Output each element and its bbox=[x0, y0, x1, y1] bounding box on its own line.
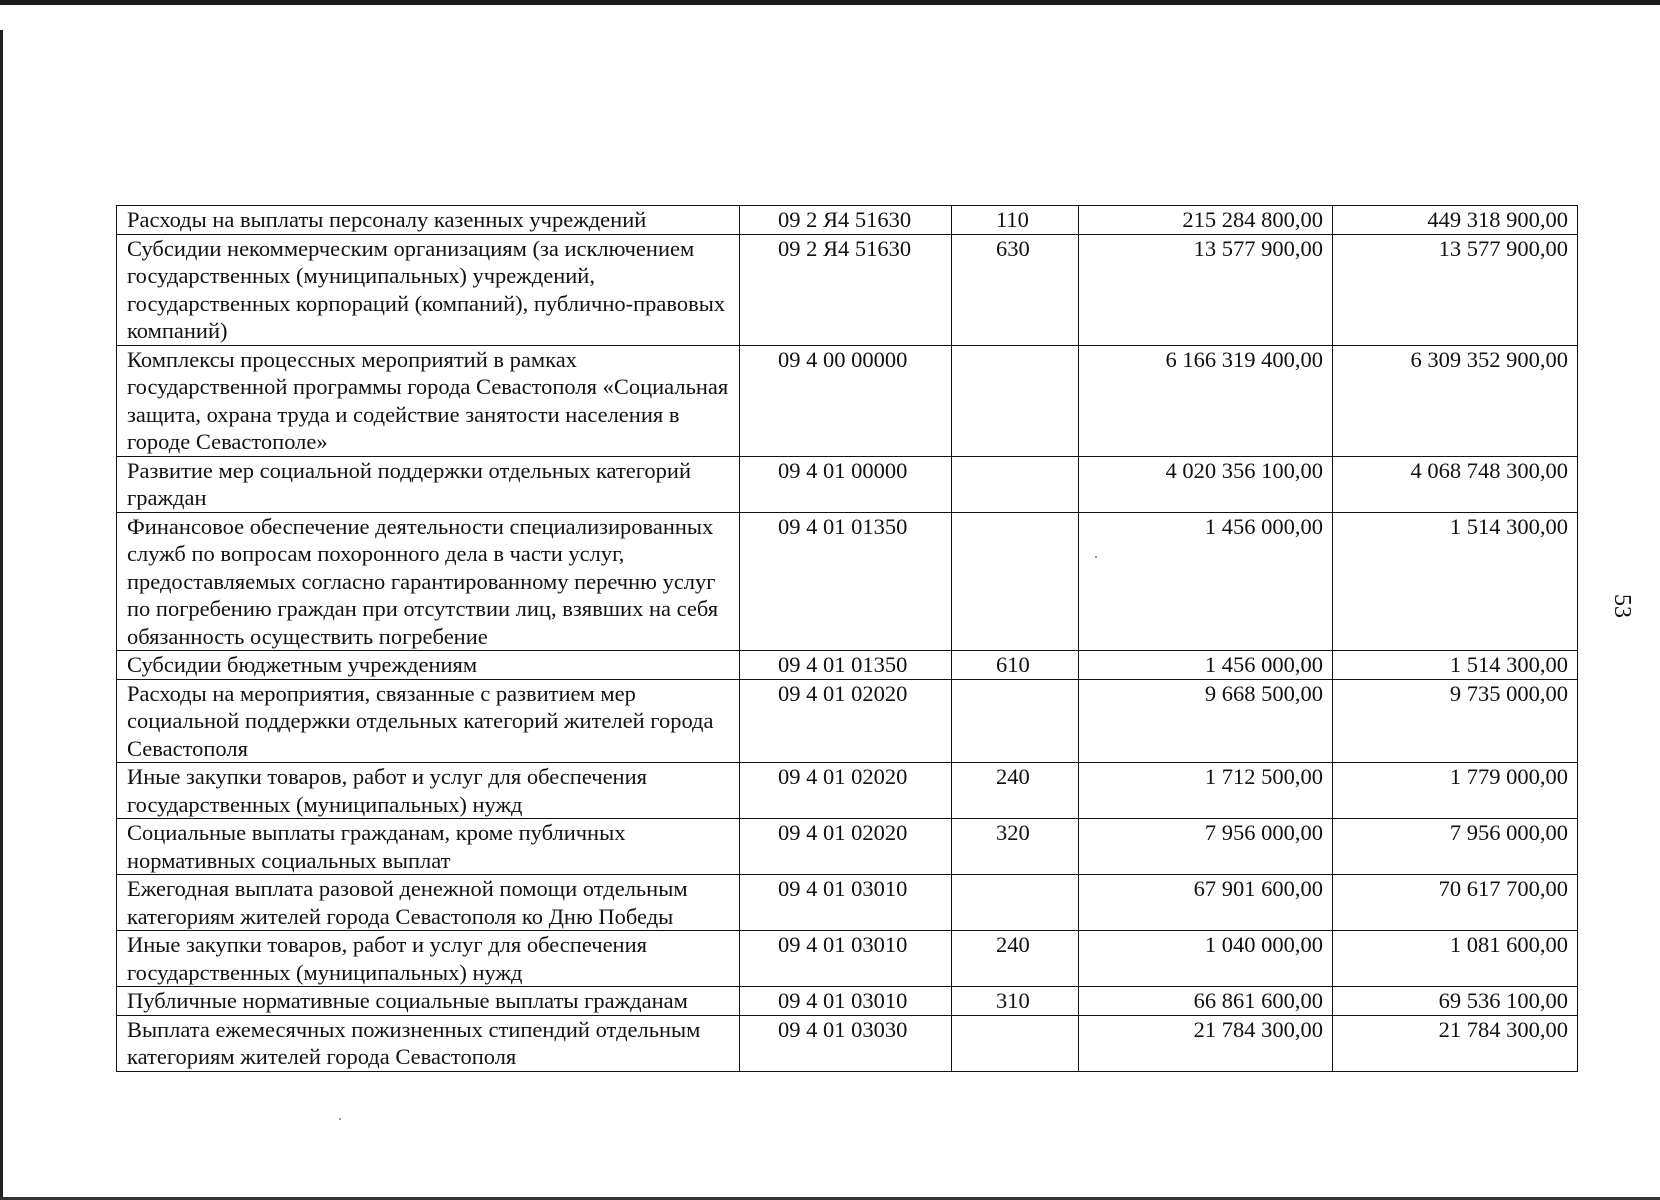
amount-year1-cell: 9 668 500,00 bbox=[1079, 679, 1333, 763]
amount-year1-cell: 7 956 000,00 bbox=[1079, 819, 1333, 875]
target-code-cell: 09 4 01 03010 bbox=[740, 987, 952, 1016]
expense-name-cell: Иные закупки товаров, работ и услуг для обеспечения государственных (муниципальных) нужд bbox=[117, 931, 740, 987]
amount-year1-cell: 1 456 000,00 bbox=[1079, 512, 1333, 651]
expense-type-cell: 320 bbox=[952, 819, 1079, 875]
amount-year1-cell: 66 861 600,00 bbox=[1079, 987, 1333, 1016]
expense-type-cell: 110 bbox=[952, 206, 1079, 235]
expense-type-cell: 240 bbox=[952, 931, 1079, 987]
amount-year2-cell: 4 068 748 300,00 bbox=[1333, 456, 1578, 512]
expense-name-cell: Публичные нормативные социальные выплаты гражданам bbox=[117, 987, 740, 1016]
expense-type-cell bbox=[952, 1015, 1079, 1071]
expense-name-cell: Финансовое обеспечение деятельности специализированных служб по вопросам похоронного дела в части услуг, предоставляемых согласно гарантированному перечню услуг по погребению граждан при отсутствии лиц, взявших на себя обязанность осуществить погребение bbox=[117, 512, 740, 651]
amount-year2-cell: 13 577 900,00 bbox=[1333, 234, 1578, 345]
target-code-cell: 09 4 01 00000 bbox=[740, 456, 952, 512]
amount-year2-cell: 1 081 600,00 bbox=[1333, 931, 1578, 987]
amount-year1-cell: 1 040 000,00 bbox=[1079, 931, 1333, 987]
amount-year2-cell: 9 735 000,00 bbox=[1333, 679, 1578, 763]
amount-year1-cell: 1 712 500,00 bbox=[1079, 763, 1333, 819]
table-row bbox=[117, 345, 1578, 456]
expense-type-cell bbox=[952, 512, 1079, 651]
target-code-cell: 09 4 01 03030 bbox=[740, 1015, 952, 1071]
table-row bbox=[117, 763, 1578, 819]
expense-type-cell: 240 bbox=[952, 763, 1079, 819]
amount-year2-cell: 1 514 300,00 bbox=[1333, 651, 1578, 680]
target-code-cell: 09 2 Я4 51630 bbox=[740, 234, 952, 345]
table-row bbox=[117, 679, 1578, 763]
amount-year1-cell: 6 166 319 400,00 bbox=[1079, 345, 1333, 456]
target-code-cell: 09 4 01 03010 bbox=[740, 875, 952, 931]
table-row bbox=[117, 819, 1578, 875]
table-row bbox=[117, 651, 1578, 680]
target-code-cell: 09 4 01 02020 bbox=[740, 763, 952, 819]
expense-name-cell: Расходы на выплаты персоналу казенных учреждений bbox=[117, 206, 740, 235]
amount-year1-cell: 1 456 000,00 bbox=[1079, 651, 1333, 680]
target-code-cell: 09 4 01 03010 bbox=[740, 931, 952, 987]
table-row bbox=[117, 1015, 1578, 1071]
expense-name-cell: Выплата ежемесячных пожизненных стипендий отдельным категориям жителей города Севастополя bbox=[117, 1015, 740, 1071]
amount-year2-cell: 1 779 000,00 bbox=[1333, 763, 1578, 819]
expense-type-cell bbox=[952, 456, 1079, 512]
table-row bbox=[117, 875, 1578, 931]
expense-name-cell: Развитие мер социальной поддержки отдельных категорий граждан bbox=[117, 456, 740, 512]
expense-type-cell bbox=[952, 875, 1079, 931]
expense-name-cell: Ежегодная выплата разовой денежной помощи отдельным категориям жителей города Севастополя ко Дню Победы bbox=[117, 875, 740, 931]
scan-edge-top bbox=[0, 0, 1660, 5]
scan-speck bbox=[339, 1118, 341, 1120]
amount-year1-cell: 4 020 356 100,00 bbox=[1079, 456, 1333, 512]
table-row bbox=[117, 512, 1578, 651]
table-row bbox=[117, 234, 1578, 345]
amount-year1-cell: 13 577 900,00 bbox=[1079, 234, 1333, 345]
page-number: 53 bbox=[1609, 594, 1635, 618]
amount-year2-cell: 7 956 000,00 bbox=[1333, 819, 1578, 875]
expense-name-cell: Социальные выплаты гражданам, кроме публичных нормативных социальных выплат bbox=[117, 819, 740, 875]
amount-year1-cell: 67 901 600,00 bbox=[1079, 875, 1333, 931]
budget-table bbox=[116, 205, 1578, 1072]
target-code-cell: 09 2 Я4 51630 bbox=[740, 206, 952, 235]
target-code-cell: 09 4 01 01350 bbox=[740, 651, 952, 680]
table-row bbox=[117, 456, 1578, 512]
table-row bbox=[117, 987, 1578, 1016]
amount-year2-cell: 6 309 352 900,00 bbox=[1333, 345, 1578, 456]
amount-year2-cell: 449 318 900,00 bbox=[1333, 206, 1578, 235]
target-code-cell: 09 4 01 01350 bbox=[740, 512, 952, 651]
amount-year1-cell: 215 284 800,00 bbox=[1079, 206, 1333, 235]
amount-year2-cell: 1 514 300,00 bbox=[1333, 512, 1578, 651]
expense-type-cell: 630 bbox=[952, 234, 1079, 345]
expense-name-cell: Комплексы процессных мероприятий в рамках государственной программы города Севастополя «Социальная защита, охрана труда и содействие занятости населения в городе Севастополе» bbox=[117, 345, 740, 456]
expense-type-cell bbox=[952, 345, 1079, 456]
expense-type-cell bbox=[952, 679, 1079, 763]
amount-year2-cell: 70 617 700,00 bbox=[1333, 875, 1578, 931]
amount-year2-cell: 69 536 100,00 bbox=[1333, 987, 1578, 1016]
scan-edge-left bbox=[0, 30, 3, 1200]
expense-name-cell: Иные закупки товаров, работ и услуг для обеспечения государственных (муниципальных) нужд bbox=[117, 763, 740, 819]
expense-type-cell: 610 bbox=[952, 651, 1079, 680]
target-code-cell: 09 4 01 02020 bbox=[740, 819, 952, 875]
table-row bbox=[117, 206, 1578, 235]
table-row bbox=[117, 931, 1578, 987]
amount-year1-cell: 21 784 300,00 bbox=[1079, 1015, 1333, 1071]
target-code-cell: 09 4 01 02020 bbox=[740, 679, 952, 763]
expense-name-cell: Расходы на мероприятия, связанные с развитием мер социальной поддержки отдельных категорий жителей города Севастополя bbox=[117, 679, 740, 763]
target-code-cell: 09 4 00 00000 bbox=[740, 345, 952, 456]
expense-name-cell: Субсидии некоммерческим организациям (за исключением государственных (муниципальных) учреждений, государственных корпораций (компаний), публично-правовых компаний) bbox=[117, 234, 740, 345]
amount-year2-cell: 21 784 300,00 bbox=[1333, 1015, 1578, 1071]
expense-name-cell: Субсидии бюджетным учреждениям bbox=[117, 651, 740, 680]
expense-type-cell: 310 bbox=[952, 987, 1079, 1016]
